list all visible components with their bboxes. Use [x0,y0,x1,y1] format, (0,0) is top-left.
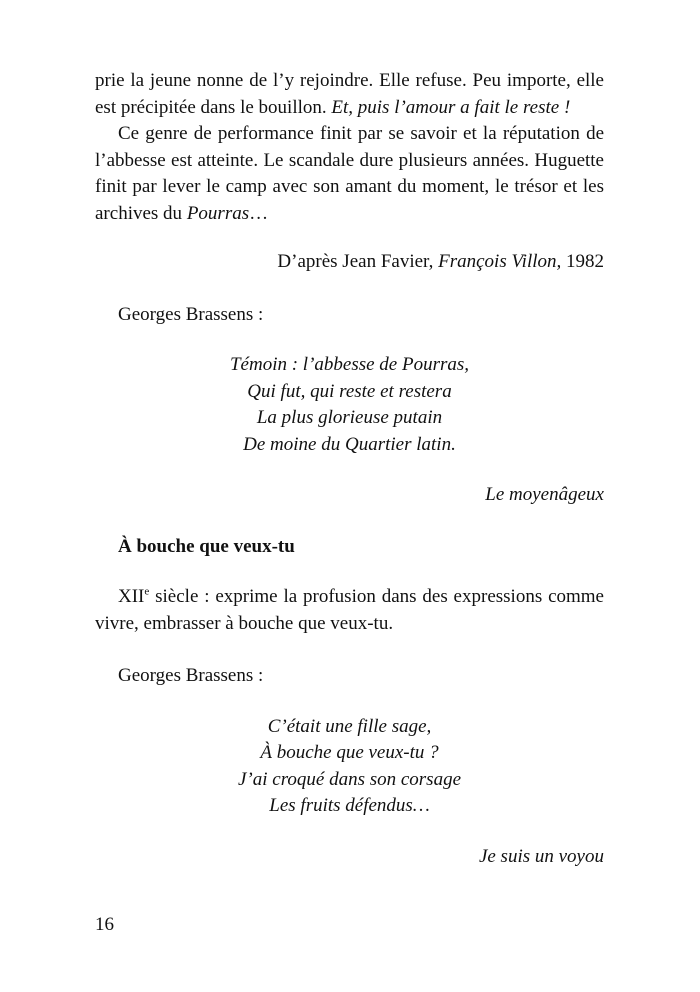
poem-line: De moine du Quartier latin. [243,433,456,455]
poem-line: Qui fut, qui reste et restera [247,380,452,402]
paragraph-text: prie la jeune nonne de l’y rejoindre. Elle refuse. Peu importe, elle est précipitée dans le bouillon. [95,70,604,118]
poem-line: J’ai croqué dans son corsage [237,768,462,790]
definition-paragraph [95,584,604,637]
speaker-label: Georges Brassens : [118,665,264,686]
attribution-title: François Villon, [438,251,562,272]
poem-block [95,352,604,458]
paragraph-abbess [95,121,604,227]
ellipsis: … [249,202,269,224]
section-heading: À bouche que veux-tu [118,535,295,557]
paragraph-text: Ce genre de performance finit par se savoir et la réputation de l’abbesse est atteinte. Le scandale dure plusieurs années. Huguette finit par lever le camp avec son amant du moment, le trésor et les archives du [95,123,604,224]
poem-line: C’était une fille sage, [267,715,432,737]
page-body [95,68,604,870]
poem-line: À bouche que veux-tu ? [260,742,439,763]
italic-quote: Et, puis l’amour a fait le reste ! [331,96,571,118]
poem-line: Les fruits défendus… [269,795,430,816]
paragraph-continuation [95,68,604,121]
attribution-prefix: D’après Jean Favier, [277,251,439,272]
definition-text: siècle : exprime la profusion dans des expressions comme vivre, embrasser à bouche que veux-tu. [95,586,604,634]
attribution [95,249,604,276]
poem-source: Le moyenâgeux [485,484,604,505]
italic-name: Pourras [186,202,250,224]
speaker-label: Georges Brassens : [118,303,264,325]
poem-source: Je suis un voyou [478,845,604,867]
poem-block [95,714,604,820]
century-superscript: e [144,585,150,598]
poem-line: Témoin : l’abbesse de Pourras, [229,354,470,375]
attribution-year: 1982 [561,251,604,272]
poem-line: La plus glorieuse putain [256,407,443,428]
century: XII [118,586,145,607]
page-number: 16 [95,914,114,935]
